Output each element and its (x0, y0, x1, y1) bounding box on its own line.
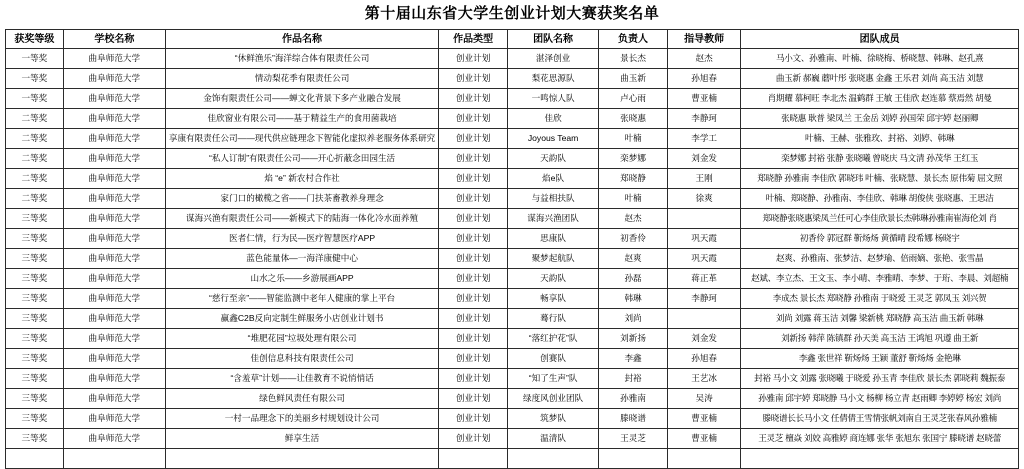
cell-school: 曲阜师范大学 (63, 129, 165, 149)
column-header-leader: 负责人 (599, 30, 668, 49)
cell-work: “慈行至亲”——智能监测中老年人健康的掌上平台 (165, 289, 438, 309)
cell-team: Joyous Team (508, 129, 599, 149)
cell-type: 创业计划 (439, 169, 508, 189)
cell-teacher: 巩天霞 (667, 229, 740, 249)
cell-grade: 三等奖 (6, 349, 64, 369)
cell-members: 叶楠、王赫、张雅玫、封裕、刘婷、韩琳 (741, 129, 1019, 149)
cell-leader: 郑晓静 (599, 169, 668, 189)
cell-teacher (667, 309, 740, 329)
cell-grade: 三等奖 (6, 389, 64, 409)
cell-teacher: 巩天霞 (667, 249, 740, 269)
cell-type: 创业计划 (439, 149, 508, 169)
table-header-row (6, 30, 1019, 49)
cell-grade: 三等奖 (6, 429, 64, 449)
cell-teacher: 刘金发 (667, 329, 740, 349)
cell-members: 郑晓静 孙雅南 李佳欣 郭晓玮 叶楠、张晓慧、景长杰 原伟菊 屈文照 (741, 169, 1019, 189)
cell-members: 赵爽、孙雅南、张梦洁、赵梦瑜、倍雨嫡、张艳、张雪晶 (741, 249, 1019, 269)
cell-school: 曲阜师范大学 (63, 349, 165, 369)
cell-leader: 初香伶 (599, 229, 668, 249)
cell-work: “私人订制”有限责任公司——开心折蔽念田园生活 (165, 149, 438, 169)
cell-team: 筑梦队 (508, 409, 599, 429)
cell-members: 叶楠、郑晓静、孙雅南、李佳欣、韩琳 胡俊侠 张晓惠、王思洁 (741, 189, 1019, 209)
cell-team: 与益相扶队 (508, 189, 599, 209)
cell-leader: 曲玉新 (599, 69, 668, 89)
cell-team: “知了生声”队 (508, 369, 599, 389)
table-row (6, 169, 1019, 189)
cell-work: 佳创信息科技有限责任公司 (165, 349, 438, 369)
cell-teacher: 曹亚楠 (667, 89, 740, 109)
cell-school: 曲阜师范大学 (63, 89, 165, 109)
cell-type: 创业计划 (439, 289, 508, 309)
cell-leader: 滕晓谱 (599, 409, 668, 429)
cell-teacher (667, 209, 740, 229)
cell-work: 山水之乐——乡游展画APP (165, 269, 438, 289)
cell-members: 初香伶 郭冠群 靳炀炀 黄循晴 段希娜 杨晓宇 (741, 229, 1019, 249)
award-list-table (5, 29, 1019, 469)
cell-type: 创业计划 (439, 229, 508, 249)
cell-type: 创业计划 (439, 429, 508, 449)
cell-school: 曲阜师范大学 (63, 189, 165, 209)
cell-grade: 三等奖 (6, 289, 64, 309)
table-row (6, 189, 1019, 209)
cell-leader: 刘尚 (599, 309, 668, 329)
table-row (6, 229, 1019, 249)
cell-members: 栾梦娜 封裕 张静 张晓曦 曾晓庆 马文清 孙茂华 王红玉 (741, 149, 1019, 169)
cell-leader: 封裕 (599, 369, 668, 389)
cell-school: 曲阜师范大学 (63, 49, 165, 69)
cell-work: 情动梨花季有限责任公司 (165, 69, 438, 89)
cell-team: 创赛队 (508, 349, 599, 369)
cell-members: 封裕 马小文 刘露 张晓曦 于晓爱 孙玉青 李佳欣 景长杰 郭晓莉 魏振泰 (741, 369, 1019, 389)
cell-members: 李鑫 张世祥 靳炀炀 王颖 董舒 靳炀炀 金艳琳 (741, 349, 1019, 369)
cell-type: 创业计划 (439, 189, 508, 209)
table-row (6, 49, 1019, 69)
cell-work: 家门口的橄榄之省——门扶茶畜教养身理念 (165, 189, 438, 209)
cell-leader: 张晓惠 (599, 109, 668, 129)
cell-team: 焰e队 (508, 169, 599, 189)
cell-work: 焰 “e” 新农村合作社 (165, 169, 438, 189)
cell-members: 肖期耀 慕柯旺 李北杰 温鹤群 王敏 王佳欣 赵连慕 蔡焉然 胡曼 (741, 89, 1019, 109)
cell-team: 聚梦起航队 (508, 249, 599, 269)
cell-teacher: 李静珂 (667, 289, 740, 309)
cell-team: 一鸣惊人队 (508, 89, 599, 109)
cell-school: 曲阜师范大学 (63, 329, 165, 349)
cell-teacher: 吴涛 (667, 389, 740, 409)
cell-teacher: 李学工 (667, 129, 740, 149)
table-row (6, 429, 1019, 449)
cell-work: 金饰有限责任公司——蝉文化背景下多产业融合发展 (165, 89, 438, 109)
cell-leader: 叶楠 (599, 189, 668, 209)
table-row (6, 149, 1019, 169)
cell-grade: 一等奖 (6, 89, 64, 109)
cell-leader: 孙雅南 (599, 389, 668, 409)
cell-members: 刘尚 刘露 蒋玉洁 刘馨 梁新桃 郑晓静 高玉洁 曲玉新 韩琳 (741, 309, 1019, 329)
cell-work: 佳欣窗业有限公司——基于精益生产的食用菌栽培 (165, 109, 438, 129)
table-row (6, 209, 1019, 229)
cell-work: 享康有限责任公司——现代供应链理念下智能化虚拟养老服务体系研究 (165, 129, 438, 149)
cell-type: 创业计划 (439, 389, 508, 409)
cell-school: 曲阜师范大学 (63, 149, 165, 169)
cell-work: 医者仁情，行为民—医疗智慧医疗APP (165, 229, 438, 249)
cell-type: 创业计划 (439, 249, 508, 269)
table-row (6, 89, 1019, 109)
cell-work: 鲜享生活 (165, 429, 438, 449)
cell-work: 一村一品理念下的美丽乡村规划设计公司 (165, 409, 438, 429)
cell-type: 创业计划 (439, 309, 508, 329)
cell-team: 湛泽创业 (508, 49, 599, 69)
column-header-team: 团队名称 (508, 30, 599, 49)
page-title: 第十届山东省大学生创业计划大赛获奖名单 (364, 6, 660, 22)
column-header-teacher: 指导教师 (667, 30, 740, 49)
cell-team: 蓦行队 (508, 309, 599, 329)
cell-type: 创业计划 (439, 109, 508, 129)
cell-work: 绿色鲜风责任有限公司 (165, 389, 438, 409)
cell-grade: 三等奖 (6, 229, 64, 249)
column-header-work: 作品名称 (165, 30, 438, 49)
cell-leader: 叶楠 (599, 129, 668, 149)
table-row (6, 309, 1019, 329)
cell-teacher: 李静珂 (667, 109, 740, 129)
cell-grade: 三等奖 (6, 329, 64, 349)
cell-grade: 三等奖 (6, 269, 64, 289)
table-row (6, 289, 1019, 309)
cell-members: 李成杰 景长杰 郑晓静 孙雅南 于晓爱 王灵芝 郭凤玉 刘兴贺 (741, 289, 1019, 309)
cell-team: 天韵队 (508, 149, 599, 169)
cell-type: 创业计划 (439, 129, 508, 149)
cell-team: 佳欣 (508, 109, 599, 129)
cell-type: 创业计划 (439, 329, 508, 349)
cell-grade: 二等奖 (6, 109, 64, 129)
cell-type: 创业计划 (439, 349, 508, 369)
cell-teacher: 孙旭春 (667, 349, 740, 369)
cell-teacher: 王艺冰 (667, 369, 740, 389)
cell-grade: 三等奖 (6, 409, 64, 429)
cell-members: 刘新扬 韩萍 陈镇群 孙天美 高玉洁 王鸿旭 巩遵 曲王新 (741, 329, 1019, 349)
cell-school: 曲阜师范大学 (63, 309, 165, 329)
table-row (6, 349, 1019, 369)
table-row (6, 269, 1019, 289)
cell-teacher: 王刚 (667, 169, 740, 189)
cell-work: “堆肥花园”垃圾处理有限公司 (165, 329, 438, 349)
column-header-grade: 获奖等级 (6, 30, 64, 49)
cell-team: “落红护花”队 (508, 329, 599, 349)
cell-members: 滕晓谱长长马小文 任倩倩王雪情张帆刘南自王灵芝张春风孙雅楠 (741, 409, 1019, 429)
cell-team: 天韵队 (508, 269, 599, 289)
cell-type: 创业计划 (439, 209, 508, 229)
cell-work: 蓝色能量体—一海洋康健中心 (165, 249, 438, 269)
cell-work: 谋海兴渔有限责任公司——新模式下的陆海一体化冷水面养殖 (165, 209, 438, 229)
cell-type: 创业计划 (439, 69, 508, 89)
cell-members: 曲玉新 郝巍 蘑叶彤 张晓惠 金鑫 王乐君 刘尚 高玉洁 刘慧 (741, 69, 1019, 89)
cell-leader: 卢心雨 (599, 89, 668, 109)
cell-teacher: 刘金发 (667, 149, 740, 169)
cell-type: 创业计划 (439, 269, 508, 289)
cell-leader: 李鑫 (599, 349, 668, 369)
table-body (6, 49, 1019, 469)
cell-teacher: 曹亚楠 (667, 409, 740, 429)
cell-grade: 二等奖 (6, 149, 64, 169)
cell-school: 曲阜师范大学 (63, 209, 165, 229)
table-row (6, 109, 1019, 129)
cell-leader: 赵爽 (599, 249, 668, 269)
cell-team: 思康队 (508, 229, 599, 249)
cell-type: 创业计划 (439, 369, 508, 389)
cell-school: 曲阜师范大学 (63, 369, 165, 389)
cell-leader: 孙磊 (599, 269, 668, 289)
column-header-members: 团队成员 (741, 30, 1019, 49)
cell-school: 曲阜师范大学 (63, 269, 165, 289)
column-header-type: 作品类型 (439, 30, 508, 49)
cell-members: 郑晓静张晓惠梁凤兰任可心李佳欣景长杰韩琳孙雅南崔海伦刘 肖 (741, 209, 1019, 229)
cell-grade: 二等奖 (6, 189, 64, 209)
cell-members: 张晓惠 耿普 梁凤兰 王金岳 刘婷 孙国荣 邱宇婷 赵丽卿 (741, 109, 1019, 129)
column-header-school: 学校名称 (63, 30, 165, 49)
cell-grade: 三等奖 (6, 249, 64, 269)
cell-grade: 一等奖 (6, 49, 64, 69)
table-row (6, 329, 1019, 349)
cell-school: 曲阜师范大学 (63, 389, 165, 409)
table-row (6, 409, 1019, 429)
cell-type: 创业计划 (439, 409, 508, 429)
cell-team: 绿度风创业团队 (508, 389, 599, 409)
cell-work: “含羞草”计划——让佳教育不说悄悄话 (165, 369, 438, 389)
cell-team: 畅享队 (508, 289, 599, 309)
cell-school: 曲阜师范大学 (63, 169, 165, 189)
cell-teacher: 蒋正革 (667, 269, 740, 289)
cell-team: 谋海兴渔团队 (508, 209, 599, 229)
cell-school: 曲阜师范大学 (63, 229, 165, 249)
cell-school: 曲阜师范大学 (63, 429, 165, 449)
cell-grade: 二等奖 (6, 129, 64, 149)
cell-leader: 赵杰 (599, 209, 668, 229)
cell-team: 温清队 (508, 429, 599, 449)
cell-members: 王灵芝 檀焱 刘姣 高雅婷 商连娜 张华 张旭东 张国宁 滕晓谱 赵晓蕾 (741, 429, 1019, 449)
cell-school: 曲阜师范大学 (63, 69, 165, 89)
cell-members: 赵斌、李立杰、王文玉、李小晴、李雅晴、李梦、于珩、李晨、刘超楠 (741, 269, 1019, 289)
cell-type: 创业计划 (439, 49, 508, 69)
cell-teacher: 曹亚楠 (667, 429, 740, 449)
cell-leader: 韩琳 (599, 289, 668, 309)
table-header (6, 30, 1019, 49)
cell-leader: 景长杰 (599, 49, 668, 69)
table-row (6, 129, 1019, 149)
cell-type: 创业计划 (439, 89, 508, 109)
table-row (6, 69, 1019, 89)
cell-teacher: 孙旭春 (667, 69, 740, 89)
cell-team: 梨花思源队 (508, 69, 599, 89)
table-row (6, 389, 1019, 409)
cell-teacher: 徐爽 (667, 189, 740, 209)
cell-members: 孙雅南 邱宇婷 郑晓静 马小文 杨柳 杨立青 赵雨卿 李婷婷 杨宏 刘尚 (741, 389, 1019, 409)
cell-leader: 王灵芝 (599, 429, 668, 449)
cell-grade: 三等奖 (6, 309, 64, 329)
cell-members: 马小文、孙雅南、叶楠、徐晓梅、桥晓慧、韩琳、赵孔熹 (741, 49, 1019, 69)
cell-leader: 刘新扬 (599, 329, 668, 349)
cell-school: 曲阜师范大学 (63, 289, 165, 309)
cell-work: 赢鑫C2B反向定制生鲜服务小店创业计划书 (165, 309, 438, 329)
cell-grade: 一等奖 (6, 69, 64, 89)
cell-school: 曲阜师范大学 (63, 109, 165, 129)
cell-leader: 栾梦娜 (599, 149, 668, 169)
cell-grade: 三等奖 (6, 209, 64, 229)
cell-teacher: 赵杰 (667, 49, 740, 69)
table-row (6, 369, 1019, 389)
cell-work: “休鲜渔乐”海洋综合体有限责任公司 (165, 49, 438, 69)
cell-grade: 三等奖 (6, 369, 64, 389)
table-row (6, 249, 1019, 269)
cell-school: 曲阜师范大学 (63, 249, 165, 269)
cell-school: 曲阜师范大学 (63, 409, 165, 429)
cell-grade: 二等奖 (6, 169, 64, 189)
